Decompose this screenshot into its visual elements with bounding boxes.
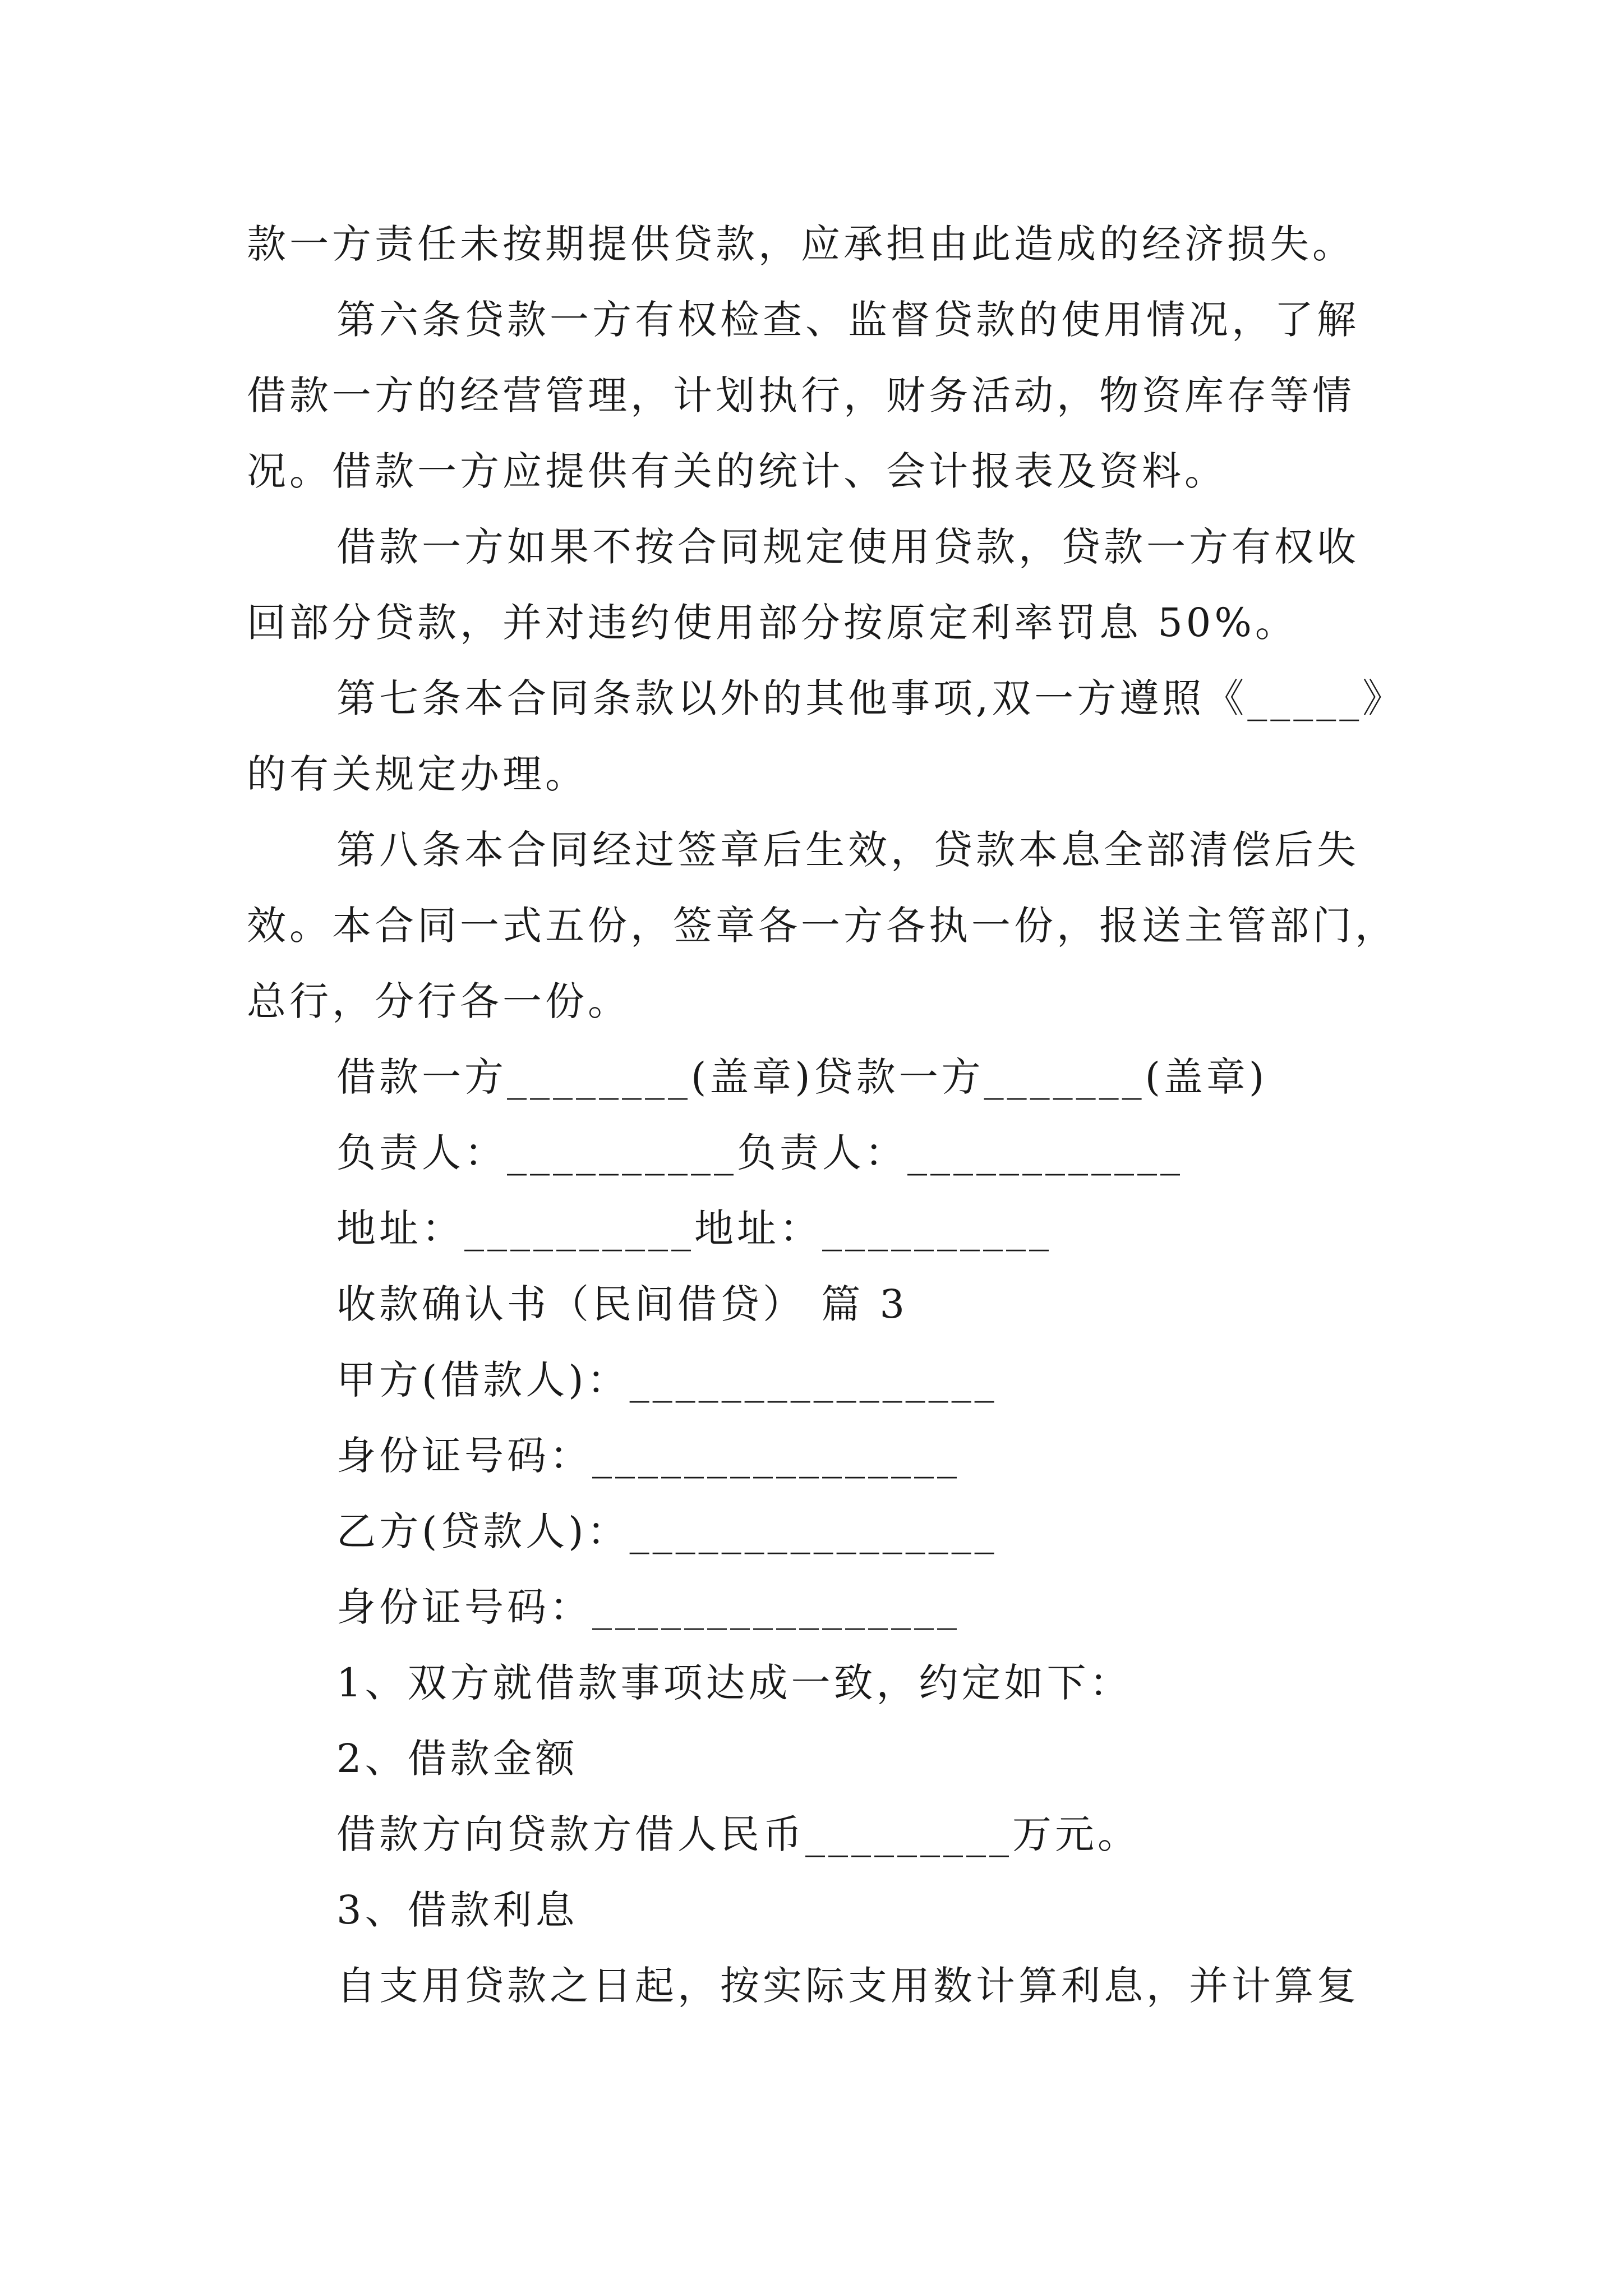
form-field-line: 身份证号码：________________ [336,1584,960,1630]
numbered-item: 3、借款利息 [336,1887,578,1933]
paragraph-line: 借款一方如果不按合同规定使用贷款，贷款一方有权收 [336,524,1359,570]
paragraph-line: 借款方向贷款方借人民币_________万元。 [336,1811,1140,1857]
paragraph-line: 第八条本合同经过签章后生效，贷款本息全部清偿后失 [336,827,1359,873]
paragraph-line: 自支用贷款之日起，按实际支用数计算利息，并计算复 [336,1963,1359,2009]
numbered-item: 2、借款金额 [336,1736,578,1782]
paragraph-line: 效。本合同一式五份，签章各一方各执一份，报送主管部门， [247,903,1398,949]
paragraph-line: 回部分贷款，并对违约使用部分按原定利率罚息 50%。 [247,600,1298,646]
paragraph-line: 第七条本合同条款以外的其他事项,双一方遵照《_____》 [336,675,1405,721]
form-field-line: 乙方(贷款人)：________________ [336,1508,998,1554]
signature-line: 地址：__________地址：__________ [336,1205,1052,1251]
section-heading: 收款确认书（民间借贷） 篇 3 [336,1281,909,1327]
paragraph-line: 款一方责任未按期提供贷款，应承担由此造成的经济损失。 [247,221,1355,267]
paragraph-line: 况。借款一方应提供有关的统计、会计报表及资料。 [247,448,1227,494]
paragraph-line: 借款一方的经营管理，计划执行，财务活动，物资库存等情 [247,372,1355,418]
signature-line: 负责人：__________负责人：____________ [336,1130,1183,1176]
paragraph-line: 第六条贷款一方有权检查、监督贷款的使用情况，了解 [336,297,1359,343]
signature-line: 借款一方________(盖章)贷款一方_______(盖章) [336,1054,1268,1100]
numbered-item: 1、双方就借款事项达成一致，约定如下： [336,1660,1132,1706]
form-field-line: 身份证号码：________________ [336,1433,960,1479]
paragraph-line: 总行，分行各一份。 [247,978,630,1024]
paragraph-line: 的有关规定办理。 [247,751,588,797]
form-field-line: 甲方(借款人)：________________ [336,1357,998,1403]
